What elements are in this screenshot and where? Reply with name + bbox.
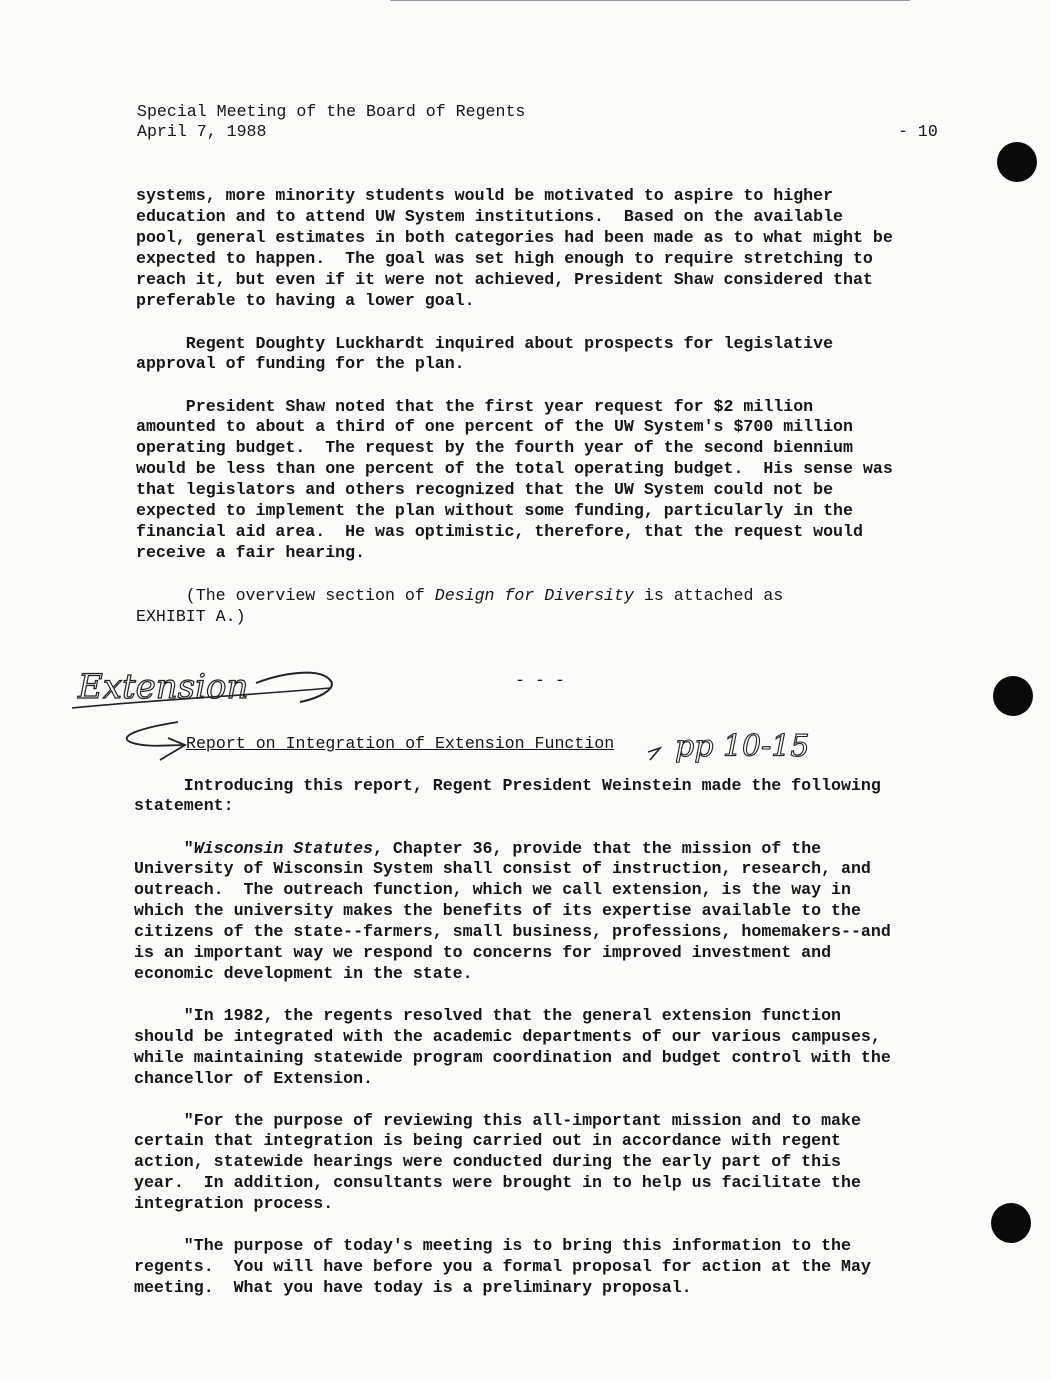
handwritten-page-reference: pp 10-15 bbox=[675, 729, 810, 764]
statute-rest: , Chapter 36, provide that the mission of the bbox=[373, 839, 822, 858]
handwritten-arrow-head bbox=[160, 738, 185, 760]
paragraph-line: year. In addition, consultants were brought in to help us facilitate the bbox=[134, 1173, 861, 1192]
handwritten-arrow-curve bbox=[256, 673, 332, 702]
paragraph-line: action, statewide hearings were conducted during the early part of this bbox=[134, 1152, 842, 1171]
paragraph-line: regents. You will have before you a formal proposal for action at the May bbox=[134, 1257, 871, 1276]
paragraph-line: financial aid area. He was optimistic, therefore, that the request would bbox=[136, 522, 863, 541]
paragraph-line: is an important way we respond to concerns for improved investment and bbox=[134, 943, 832, 962]
paragraph-line: Regent Doughty Luckhardt inquired about prospects for legislative bbox=[136, 334, 834, 353]
paragraph-line: would be less than one percent of the total operating budget. His sense was bbox=[136, 459, 893, 478]
paragraph-line: amounted to about a third of one percent of the UW System's $700 million bbox=[136, 417, 853, 436]
paragraph-line: while maintaining statewide program coordination and budget control with the bbox=[134, 1048, 891, 1067]
paragraph-line: pool, general estimates in both categories had been made as to what might be bbox=[136, 228, 893, 247]
header-date: April 7, 1988 bbox=[137, 122, 267, 141]
paragraph-line: "The purpose of today's meeting is to bring this information to the bbox=[134, 1236, 851, 1255]
paragraph-line: operating budget. The request by the fourth year of the second biennium bbox=[136, 438, 853, 457]
paragraph-line: preferable to having a lower goal. bbox=[136, 291, 475, 310]
paragraph-line: should be integrated with the academic departments of our various campuses, bbox=[134, 1027, 881, 1046]
paragraph-line: expected to happen. The goal was set high enough to require stretching to bbox=[136, 249, 873, 268]
paragraph-line: Introducing this report, Regent President Weinstein made the following bbox=[134, 776, 881, 795]
paragraph-line: which the university makes the benefits of its expertise available to the bbox=[134, 901, 861, 920]
paragraph-line: receive a fair hearing. bbox=[136, 543, 366, 562]
paragraph-line: approval of funding for the plan. bbox=[136, 354, 465, 373]
paragraph-line: chancellor of Extension. bbox=[134, 1069, 373, 1088]
paragraph-line: that legislators and others recognized that the UW System could not be bbox=[136, 480, 834, 499]
paragraph-line: President Shaw noted that the first year request for $2 million bbox=[136, 397, 814, 416]
paragraph-line: "In 1982, the regents resolved that the general extension function bbox=[134, 1006, 842, 1025]
paragraph-line: integration process. bbox=[134, 1194, 334, 1213]
paragraph-line: economic development in the state. bbox=[134, 964, 473, 983]
section-separator: - - - bbox=[515, 671, 565, 690]
paragraph-line bbox=[134, 838, 821, 859]
paragraph-line: University of Wisconsin System shall consist of instruction, research, and bbox=[134, 859, 871, 878]
paragraph-line: certain that integration is being carried out in accordance with regent bbox=[134, 1131, 842, 1150]
document-title: Design for Diversity bbox=[434, 586, 634, 605]
paragraph-line: expected to implement the plan without some funding, particularly in the bbox=[136, 501, 853, 520]
paragraph-line: reach it, but even if it were not achieved, President Shaw considered that bbox=[136, 270, 873, 289]
paragraph-line: systems, more minority students would be motivated to aspire to higher bbox=[136, 186, 834, 205]
section-heading: Report on Integration of Extension Function bbox=[186, 734, 615, 753]
exhibit-label: EXHIBIT A.) bbox=[136, 607, 246, 626]
handwritten-bracket-mark bbox=[648, 748, 660, 760]
page-number: - 10 bbox=[898, 122, 938, 141]
paragraph-line: meeting. What you have today is a preliminary proposal. bbox=[134, 1278, 692, 1297]
paragraph-line: "For the purpose of reviewing this all-important mission and to make bbox=[134, 1111, 861, 1130]
statute-title: Wisconsin Statutes bbox=[193, 839, 373, 858]
header-title: Special Meeting of the Board of Regents bbox=[137, 102, 526, 121]
paragraph-line: outreach. The outreach function, which we call extension, is the way in bbox=[134, 880, 851, 899]
paragraph-line: citizens of the state--farmers, small business, professions, homemakers--and bbox=[134, 922, 891, 941]
paragraph-line: education and to attend UW System institutions. Based on the available bbox=[136, 207, 844, 226]
paragraph-line: statement: bbox=[134, 796, 234, 815]
exhibit-note-suffix: is attached as bbox=[633, 586, 784, 605]
quote-lead: " bbox=[134, 839, 194, 858]
handwritten-margin-note: Extension bbox=[78, 667, 249, 707]
exhibit-note-prefix: (The overview section of bbox=[136, 586, 435, 605]
